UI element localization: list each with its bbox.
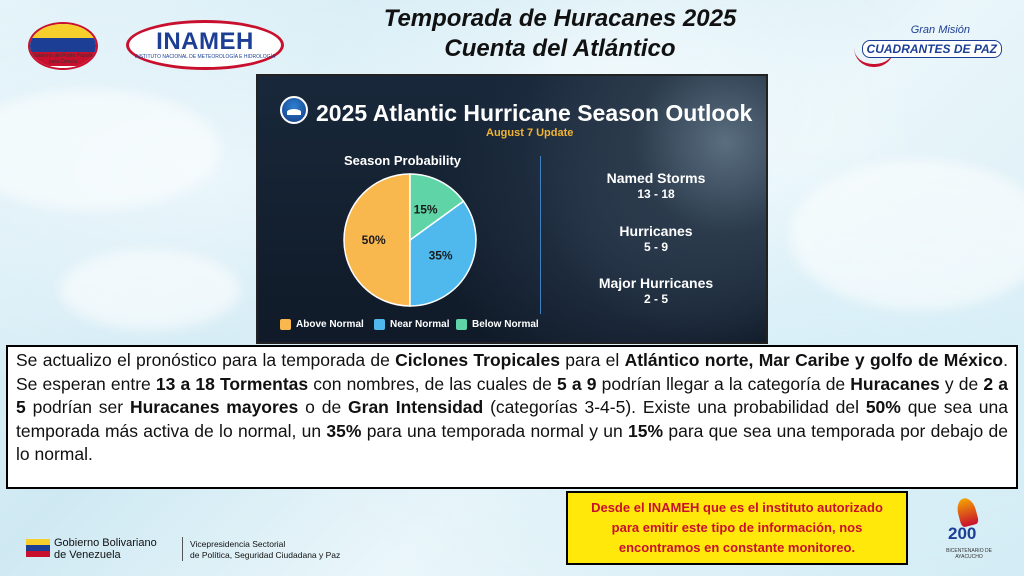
pie-label-above-normal: 50% xyxy=(361,233,386,247)
stat-value: 5 - 9 xyxy=(643,240,668,254)
cuadrantes-de-paz-logo xyxy=(852,22,1002,72)
vicepresidencia-line2: de Política, Seguridad Ciudadana y Paz xyxy=(190,550,341,560)
logo-caption: Gobierno del Poder Popular para Ciencia xyxy=(32,53,94,65)
page-title xyxy=(300,4,820,64)
desc-bold: 15% xyxy=(628,420,664,441)
stat-label: Major Hurricanes xyxy=(598,275,714,291)
desc-bold: 2 a 5 xyxy=(16,373,1008,417)
desc-bold: 13 a 18 Tormentas xyxy=(155,373,309,394)
page-title-line2: Cuenta del Atlántico xyxy=(444,35,676,62)
page-title-line1: Temporada de Huracanes 2025 xyxy=(383,5,737,32)
pie-label-near-normal: 35% xyxy=(428,248,453,263)
badge-number: 200 xyxy=(948,524,977,543)
desc-bold: Gran Intensidad xyxy=(348,397,484,417)
stat-value: 13 - 18 xyxy=(637,187,675,201)
venezuela-flag-icon xyxy=(26,539,50,557)
badge-caption: BICENTENARIO DE AYACUCHO xyxy=(946,548,992,560)
desc-bold: Atlántico norte, Mar Caribe y golfo de México xyxy=(624,350,1004,370)
desc-text: o de xyxy=(298,397,349,417)
stat-major-hurricanes xyxy=(566,275,746,307)
inameh-logo-name: INAMEH xyxy=(156,28,254,55)
noaa-logo-icon xyxy=(280,96,308,124)
legend-swatch xyxy=(456,319,467,330)
venezuela-ministry-logo xyxy=(28,22,98,70)
legend-above-normal xyxy=(280,319,364,330)
stat-label: Named Storms xyxy=(606,170,706,186)
stat-hurricanes xyxy=(566,223,746,255)
season-probability-pie xyxy=(342,172,478,308)
logo-line2: CUADRANTES DE PAZ xyxy=(862,40,1002,58)
stat-named-storms xyxy=(566,170,746,202)
desc-text: con nombres, de las cuales de xyxy=(308,373,558,394)
desc-bold: 50% xyxy=(865,397,901,417)
desc-text: . Se esperan entre xyxy=(16,350,1008,394)
legend-swatch xyxy=(280,319,291,330)
legend-swatch xyxy=(374,319,385,330)
stat-label: Hurricanes xyxy=(619,223,693,239)
legend-label: Above Normal xyxy=(296,319,364,330)
bicentenario-badge xyxy=(944,496,994,568)
gobierno-line1: Gobierno Bolivariano xyxy=(54,537,157,549)
legend-label: Near Normal xyxy=(390,319,450,330)
noaa-outlook-infographic xyxy=(256,74,768,344)
desc-text: (categorías 3-4-5). Existe una probabilidad del xyxy=(483,397,866,417)
stat-value: 2 - 5 xyxy=(643,292,668,306)
desc-text: para que sea una temporada por debajo de lo normal. xyxy=(16,420,1008,464)
inameh-logo-subtitle: INSTITUTO NACIONAL DE METEOROLOGÍA E HIDROLOGÍA xyxy=(134,54,276,60)
inameh-logo xyxy=(126,20,284,70)
infographic-title: 2025 Atlantic Hurricane Season Outlook xyxy=(316,100,753,126)
desc-text: para una temporada normal y un xyxy=(361,420,629,441)
footer-separator xyxy=(182,537,183,561)
monitoring-notice: Desde el INAMEH que es el instituto autorizado para emitir este tipo de información, nos encontramos en constante monitoreo. xyxy=(566,491,908,565)
background-cloud xyxy=(0,90,220,210)
desc-text: para el xyxy=(559,350,625,370)
forecast-description xyxy=(6,345,1018,489)
probability-title: Season Probability xyxy=(344,153,462,168)
background-cloud xyxy=(60,250,240,330)
desc-bold: Huracanes mayores xyxy=(129,397,299,417)
logo-line1: Gran Misión xyxy=(910,24,970,36)
divider xyxy=(540,156,541,314)
desc-bold: 35% xyxy=(326,420,362,441)
desc-text: Se actualizo el pronóstico para la temporada de xyxy=(16,350,396,370)
background-cloud xyxy=(790,160,1024,310)
desc-bold: Huracanes xyxy=(850,373,940,394)
pie-label-below-normal: 15% xyxy=(413,202,438,217)
infographic-subtitle: August 7 Update xyxy=(486,127,574,139)
legend-label: Below Normal xyxy=(472,319,539,330)
legend-below-normal xyxy=(456,319,539,330)
vicepresidencia-line1: Vicepresidencia Sectorial xyxy=(190,539,286,549)
desc-text: podrían ser xyxy=(25,397,130,417)
desc-text: que sea una temporada más activa de lo normal, un xyxy=(16,397,1008,441)
desc-text: podrían llegar a la categoría de xyxy=(596,373,851,394)
desc-bold: 5 a 9 xyxy=(557,373,597,394)
legend-near-normal xyxy=(374,319,449,330)
gobierno-line2: de Venezuela xyxy=(54,549,121,561)
desc-bold: Ciclones Tropicales xyxy=(395,350,560,370)
desc-text: y de xyxy=(939,373,984,394)
